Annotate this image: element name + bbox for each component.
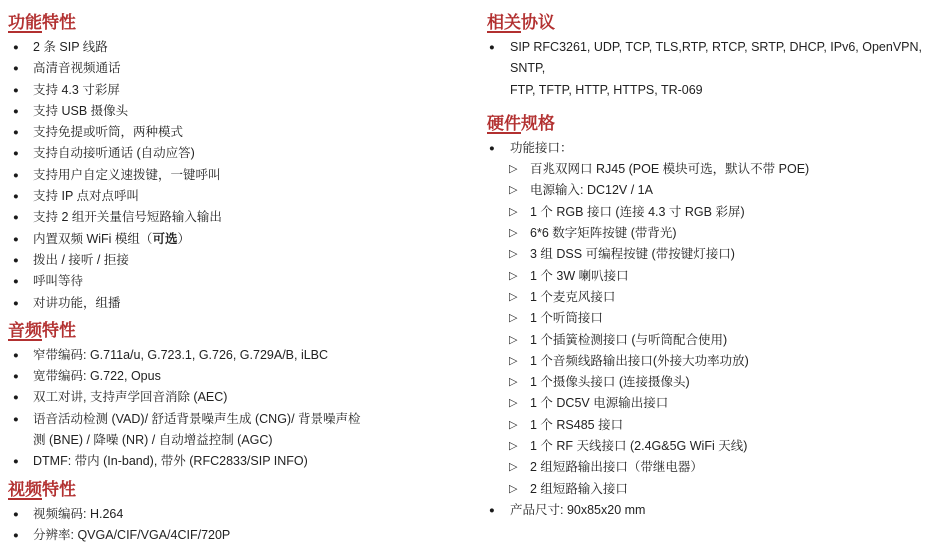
bullet-arrow-icon: ▷ xyxy=(509,333,518,346)
item-text: 视频编码: H.264 xyxy=(33,506,124,521)
list-item xyxy=(8,37,470,58)
bullet-arrow-icon: ▷ xyxy=(509,418,518,431)
item-text-line: 测 (BNE) / 降噪 (NR) / 自动增益控制 (AGC) xyxy=(33,433,273,448)
item-text-line: SIP RFC3261, UDP, TCP, TLS,RTP, RTCP, SRTP, DHCP, IPv6, OpenVPN, SNTP, xyxy=(510,40,922,76)
section-title-underlined: 功能 xyxy=(8,13,42,32)
left-column xyxy=(8,12,470,546)
list-item xyxy=(8,366,470,387)
item-text: 1 个 RF 天线接口 (2.4G&5G WiFi 天线) xyxy=(530,439,748,454)
list-item xyxy=(487,500,927,521)
list-item xyxy=(8,345,470,366)
spec-subitem xyxy=(487,393,927,414)
item-text: 1 个 RGB 接口 (连接 4.3 寸 RGB 彩屏) xyxy=(530,204,745,219)
item-text: 拨出 / 接听 / 拒接 xyxy=(33,252,129,267)
item-text: 1 个插簧检测接口 (与听筒配合使用) xyxy=(530,332,728,347)
bullet-dot-icon: ● xyxy=(13,254,19,266)
item-text: 电源输入: DC12V / 1A xyxy=(530,183,653,198)
bullet-arrow-icon: ▷ xyxy=(509,163,518,176)
bullet-arrow-icon: ▷ xyxy=(509,397,518,410)
section-title-video-features xyxy=(8,479,470,501)
section-related-protocols xyxy=(487,12,927,101)
item-text: 功能接口： xyxy=(510,140,573,155)
bullet-dot-icon: ● xyxy=(13,169,19,181)
list-item xyxy=(8,293,470,314)
item-text: 1 个 RS485 接口 xyxy=(530,417,624,432)
spec-subitem xyxy=(487,180,927,201)
item-text-bold: 可选 xyxy=(152,231,178,246)
section-video-features xyxy=(8,479,470,547)
section-functional-features xyxy=(8,12,470,314)
list-item xyxy=(8,122,470,143)
bullet-arrow-icon: ▷ xyxy=(509,205,518,218)
item-text: 呼叫等待 xyxy=(33,274,84,289)
bullet-dot-icon: ● xyxy=(13,276,19,288)
right-column xyxy=(487,12,927,521)
bullet-arrow-icon: ▷ xyxy=(509,269,518,282)
spec-subitem xyxy=(487,457,927,478)
bullet-arrow-icon: ▷ xyxy=(509,440,518,453)
item-text-line: 语音活动检测 (VAD)/ 舒适背景噪声生成 (CNG)/ 背景噪声检 xyxy=(33,411,361,426)
section-title-underlined: 相关 xyxy=(487,13,521,32)
bullet-dot-icon: ● xyxy=(13,127,19,139)
item-text: 双工对讲, 支持声学回音消除 (AEC) xyxy=(33,390,228,405)
section-hardware-specs xyxy=(487,113,927,521)
item-text: 3 组 DSS 可编程按键 (带按键灯接口) xyxy=(530,247,735,262)
list-item xyxy=(487,138,927,159)
bullet-dot-icon: ● xyxy=(13,148,19,160)
item-text: 支持 4.3 寸彩屏 xyxy=(33,82,120,97)
bullet-dot-icon: ● xyxy=(13,529,19,541)
item-text-pre: 内置双频 WiFi 模组（ xyxy=(33,231,153,246)
bullet-arrow-icon: ▷ xyxy=(509,248,518,261)
spec-subitem xyxy=(487,330,927,351)
item-text: 1 个音频线路输出接口(外接大功率功放) xyxy=(530,353,749,368)
section-title-rest: 协议 xyxy=(521,13,555,32)
section-title-underlined: 硬件 xyxy=(487,113,521,133)
bullet-dot-icon: ● xyxy=(13,456,19,468)
spec-subitem xyxy=(487,372,927,393)
bullet-dot-icon: ● xyxy=(13,297,19,309)
list-item xyxy=(8,271,470,292)
spec-subitem xyxy=(487,287,927,308)
section-title-rest: 特性 xyxy=(42,13,76,32)
section-title-rest: 特性 xyxy=(42,479,76,499)
spec-subitem xyxy=(487,436,927,457)
item-text: 分辨率: QVGA/CIF/VGA/4CIF/720P xyxy=(33,527,231,542)
item-text: 支持免提或听筒，两种模式 xyxy=(33,125,184,140)
section-title-hardware-specs xyxy=(487,113,927,135)
item-text: DTMF: 带内 (In-band), 带外 (RFC2833/SIP INFO) xyxy=(33,454,308,469)
spec-subitem xyxy=(487,159,927,180)
bullet-arrow-icon: ▷ xyxy=(509,312,518,325)
section-title-audio-features xyxy=(8,320,470,342)
spec-subitem xyxy=(487,202,927,223)
item-text: 窄带编码: G.711a/u, G.723.1, G.726, G.729A/B, iLBC xyxy=(33,347,329,362)
item-text: 1 个麦克风接口 xyxy=(530,289,616,304)
bullet-arrow-icon: ▷ xyxy=(509,227,518,240)
item-text: 支持 USB 摄像头 xyxy=(33,103,129,118)
item-text xyxy=(33,409,470,452)
bullet-arrow-icon: ▷ xyxy=(509,184,518,197)
list-item xyxy=(8,207,470,228)
bullet-dot-icon: ● xyxy=(13,63,19,75)
spec-subitem xyxy=(487,223,927,244)
item-text: 高清音视频通话 xyxy=(33,61,121,76)
item-text-post: ） xyxy=(177,231,190,246)
bullet-dot-icon: ● xyxy=(489,142,495,154)
spec-subitem xyxy=(487,351,927,372)
list-item xyxy=(8,250,470,271)
section-title-underlined: 音频 xyxy=(8,320,42,340)
item-text: 1 个摄像头接口 (连接摄像头) xyxy=(530,375,690,390)
item-text xyxy=(510,37,927,101)
bullet-arrow-icon: ▷ xyxy=(509,376,518,389)
item-text: 2 组短路输入接口 xyxy=(530,481,628,496)
section-title-underlined: 视频 xyxy=(8,479,42,499)
bullet-dot-icon: ● xyxy=(13,508,19,520)
bullet-dot-icon: ● xyxy=(13,84,19,96)
item-text: 1 个听筒接口 xyxy=(530,311,603,326)
bullet-dot-icon: ● xyxy=(13,42,19,53)
bullet-dot-icon: ● xyxy=(13,212,19,224)
list-item xyxy=(8,101,470,122)
item-text: 宽带编码: G.722, Opus xyxy=(33,369,161,384)
spec-subitem xyxy=(487,266,927,287)
spec-subitem xyxy=(487,479,927,500)
list-item xyxy=(8,387,470,408)
bullet-dot-icon: ● xyxy=(489,504,495,516)
item-text: 支持用户自定义速拨键，一键呼叫 xyxy=(33,167,221,182)
bullet-dot-icon: ● xyxy=(489,42,495,53)
item-text: 2 条 SIP 线路 xyxy=(33,40,108,54)
item-text-line: FTP, TFTP, HTTP, HTTPS, TR-069 xyxy=(510,82,703,97)
list-item xyxy=(8,525,470,546)
section-audio-features xyxy=(8,320,470,473)
item-text: 6*6 数字矩阵按键 (带背光) xyxy=(530,226,677,241)
bullet-dot-icon: ● xyxy=(13,413,19,425)
item-text: 1 个 DC5V 电源输出接口 xyxy=(530,396,669,411)
section-title-related-protocols xyxy=(487,12,927,34)
bullet-dot-icon: ● xyxy=(13,371,19,383)
list-item xyxy=(8,409,470,452)
bullet-arrow-icon: ▷ xyxy=(509,354,518,367)
spec-subitem xyxy=(487,244,927,265)
bullet-arrow-icon: ▷ xyxy=(509,290,518,303)
bullet-dot-icon: ● xyxy=(13,349,19,361)
item-text xyxy=(33,229,470,250)
list-item xyxy=(8,451,470,472)
list-item xyxy=(8,80,470,101)
bullet-arrow-icon: ▷ xyxy=(509,461,518,474)
list-item xyxy=(8,58,470,79)
section-title-rest: 特性 xyxy=(42,320,76,340)
item-text: 支持 IP 点对点呼叫 xyxy=(33,189,140,204)
bullet-arrow-icon: ▷ xyxy=(509,482,518,495)
item-text: 百兆双网口 RJ45 (POE 模块可选，默认不带 POE) xyxy=(530,162,810,177)
list-item xyxy=(8,165,470,186)
section-title-functional-features xyxy=(8,12,470,34)
item-text: 支持 2 组开关量信号短路输入输出 xyxy=(33,210,222,225)
section-title-rest: 规格 xyxy=(521,113,555,133)
item-text: 1 个 3W 喇叭接口 xyxy=(530,268,629,283)
list-item xyxy=(8,229,470,250)
bullet-dot-icon: ● xyxy=(13,233,19,245)
list-item xyxy=(487,37,927,101)
item-text: 对讲功能，组播 xyxy=(33,295,121,310)
spec-subitem xyxy=(487,415,927,436)
bullet-dot-icon: ● xyxy=(13,105,19,117)
list-item xyxy=(8,143,470,164)
bullet-dot-icon: ● xyxy=(13,392,19,404)
item-text: 支持自动接听通话 (自动应答) xyxy=(33,146,195,161)
item-text: 2 组短路输出接口（带继电器） xyxy=(530,460,703,475)
bullet-dot-icon: ● xyxy=(13,191,19,203)
list-item xyxy=(8,504,470,525)
spec-subitem xyxy=(487,308,927,329)
item-text: 产品尺寸: 90x85x20 mm xyxy=(510,502,646,517)
list-item xyxy=(8,186,470,207)
